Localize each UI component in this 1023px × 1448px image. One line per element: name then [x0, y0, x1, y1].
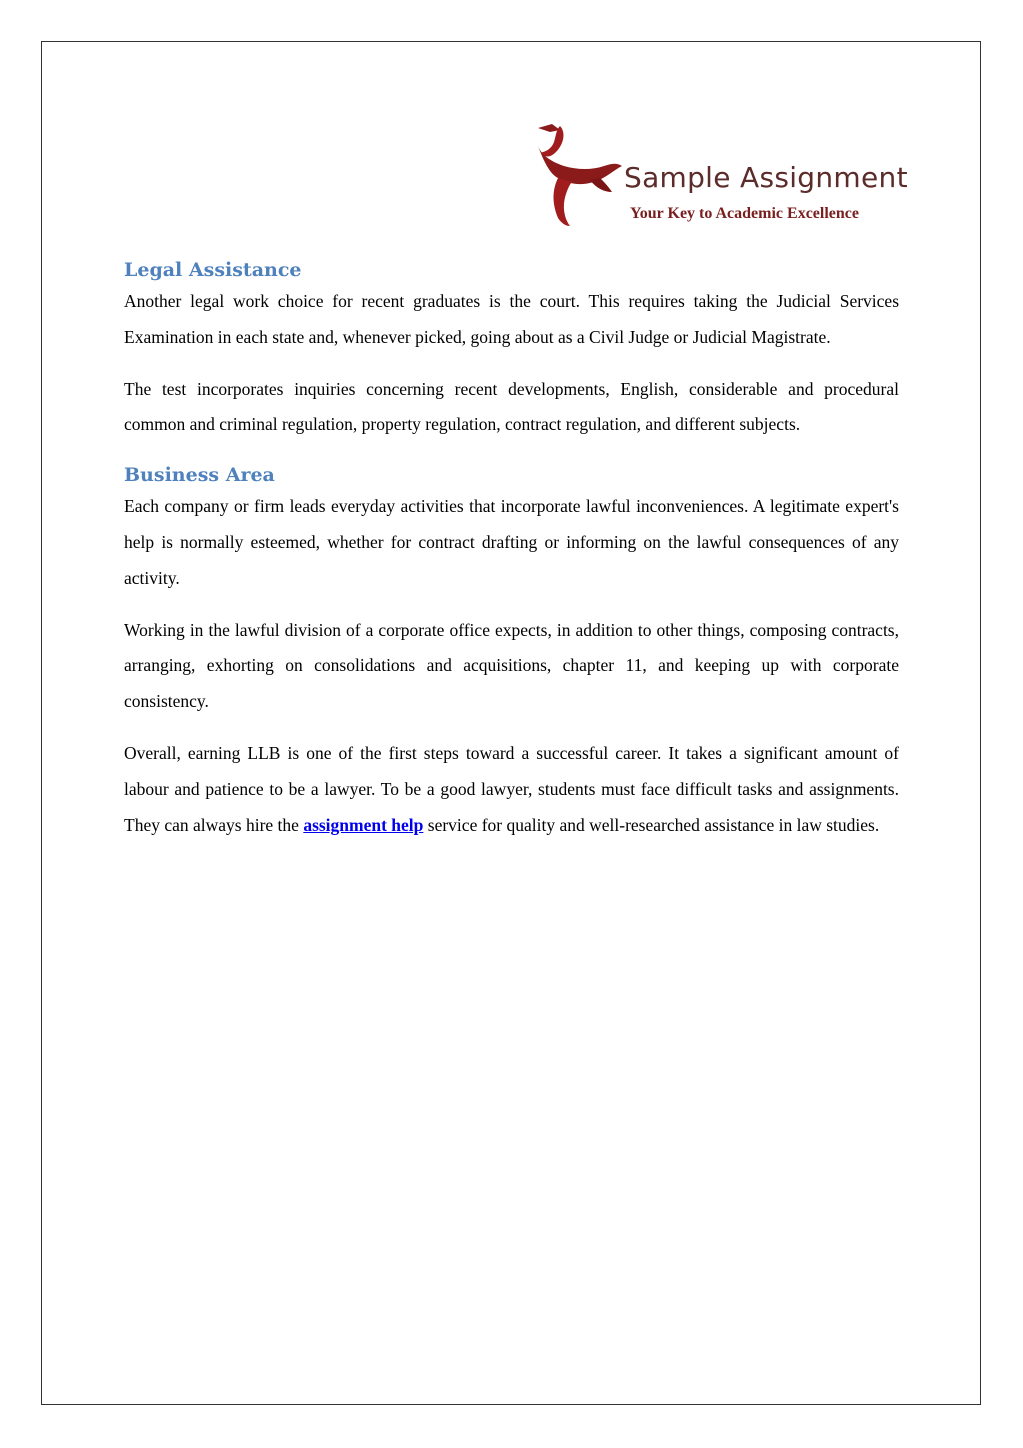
paragraph: Each company or firm leads everyday activities that incorporate lawful inconveniences. A legitimate expert's help is normally esteemed, whether for contract drafting or informing on the lawful consequences of any activity. — [124, 496, 899, 588]
paragraph: Another legal work choice for recent graduates is the court. This requires taking the Judicial Services Examination in each state and, whenever picked, going about as a Civil Judge or Judicial Magistrate. — [124, 291, 899, 347]
document-body — [124, 256, 899, 843]
heading-legal-assistance: Legal Assistance — [124, 259, 302, 281]
heading-business-area: Business Area — [124, 464, 275, 487]
assignment-help-link[interactable]: assignment help — [303, 814, 424, 835]
paragraph: The test incorporates inquiries concerning recent developments, English, considerable and procedural common and criminal regulation, property regulation, contract regulation, and different subjects. — [124, 378, 899, 435]
figure-logo-icon — [530, 122, 630, 227]
paragraph: Working in the lawful division of a corporate office expects, in addition to other things, composing contracts, arranging, exhorting on consolidations and acquisitions, chapter 11, and keeping up with corporate consistency. — [124, 619, 899, 712]
brand-logo — [530, 122, 908, 227]
closing-text-after: service for quality and well-researched assistance in law studies. — [423, 814, 880, 835]
closing-text-before: Overall, earning LLB is one of the first steps toward a successful career. It takes a significant amount of labour and patience to be a lawyer. To be a good lawyer, students must face difficult tasks and assignments. They can always hire the — [124, 742, 899, 835]
logo-tagline: Your Key to Academic Excellence — [630, 205, 859, 222]
logo-name: Sample Assignment — [624, 161, 908, 194]
closing-paragraph — [124, 736, 899, 843]
